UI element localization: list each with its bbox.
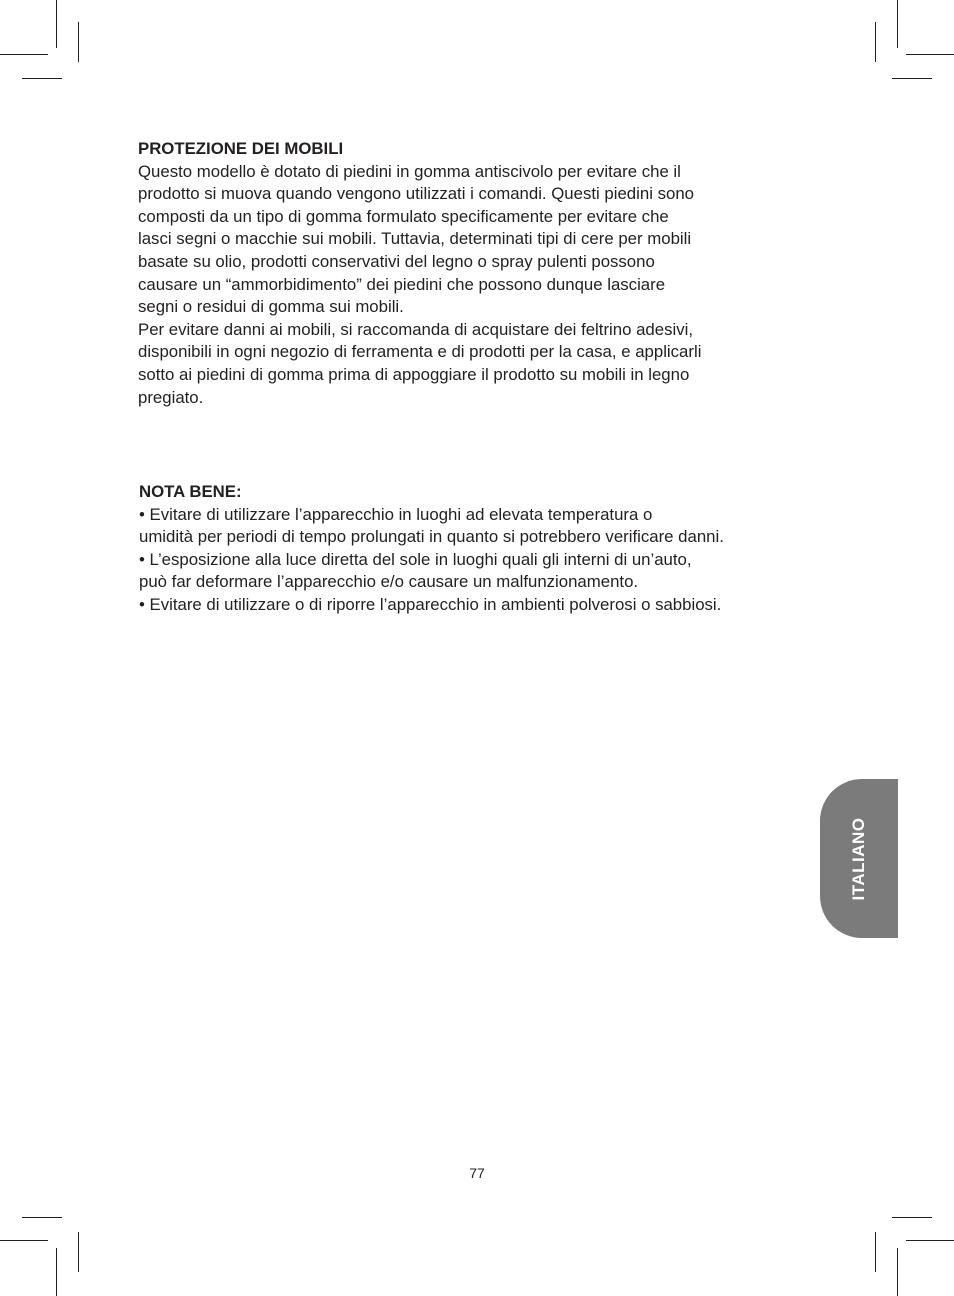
crop-mark [875, 1232, 876, 1272]
crop-mark [56, 1248, 57, 1296]
paragraph-line: sotto ai piedini di gomma prima di appoggiare il prodotto su mobili in legno [138, 364, 690, 384]
paragraph-line: • L’esposizione alla luce diretta del sole in luoghi quali gli interni di un’auto, [139, 549, 692, 569]
paragraph-line: disponibili in ogni negozio di ferramenta e di prodotti per la casa, e applicarli [138, 342, 702, 362]
section-heading: PROTEZIONE DEI MOBILI [138, 139, 344, 158]
paragraph-line: basate su olio, prodotti conservativi del legno o spray pulenti possono [138, 251, 655, 271]
paragraph-line: prodotto si muova quando vengono utilizzati i comandi. Questi piedini sono [138, 184, 694, 204]
crop-mark [906, 54, 954, 55]
crop-mark [897, 1248, 898, 1296]
crop-mark [892, 1217, 932, 1218]
crop-mark [78, 22, 79, 62]
crop-mark [906, 1240, 954, 1241]
paragraph-line: può far deformare l’apparecchio e/o causare un malfunzionamento. [139, 572, 639, 592]
section-heading: NOTA BENE: [139, 482, 242, 501]
paragraph-line: umidità per periodi di tempo prolungati in quanto si potrebbero verificare danni. [139, 527, 724, 547]
crop-mark [78, 1232, 79, 1272]
crop-mark [0, 54, 48, 55]
paragraph-line: composti da un tipo di gomma formulato specificamente per evitare che [138, 206, 669, 226]
crop-mark [897, 0, 898, 48]
note-section [139, 481, 724, 617]
crop-mark [0, 1240, 48, 1241]
paragraph-line: • Evitare di utilizzare l’apparecchio in luoghi ad elevata temperatura o [139, 504, 653, 524]
crop-mark [56, 0, 57, 48]
crop-mark [22, 78, 62, 79]
furniture-protection-section [138, 138, 701, 409]
crop-mark [875, 22, 876, 62]
crop-mark [892, 78, 932, 79]
paragraph-line: segni o residui di gomma sui mobili. [138, 297, 404, 317]
language-tab [820, 779, 898, 938]
paragraph-line: lasci segni o macchie sui mobili. Tuttavia, determinati tipi di cere per mobili [138, 229, 692, 249]
crop-mark [22, 1217, 62, 1218]
paragraph-line: Per evitare danni ai mobili, si raccomanda di acquistare dei feltrino adesivi, [138, 319, 693, 339]
language-tab-label: ITALIANO [849, 816, 868, 901]
paragraph-line: Questo modello è dotato di piedini in gomma antiscivolo per evitare che il [138, 161, 681, 181]
paragraph-line: pregiato. [138, 387, 204, 407]
paragraph-line: • Evitare di utilizzare o di riporre l’apparecchio in ambienti polverosi o sabbiosi. [139, 594, 722, 614]
paragraph-line: causare un “ammorbidimento” dei piedini che possono dunque lasciare [138, 274, 666, 294]
page-number: 77 [469, 1165, 485, 1181]
